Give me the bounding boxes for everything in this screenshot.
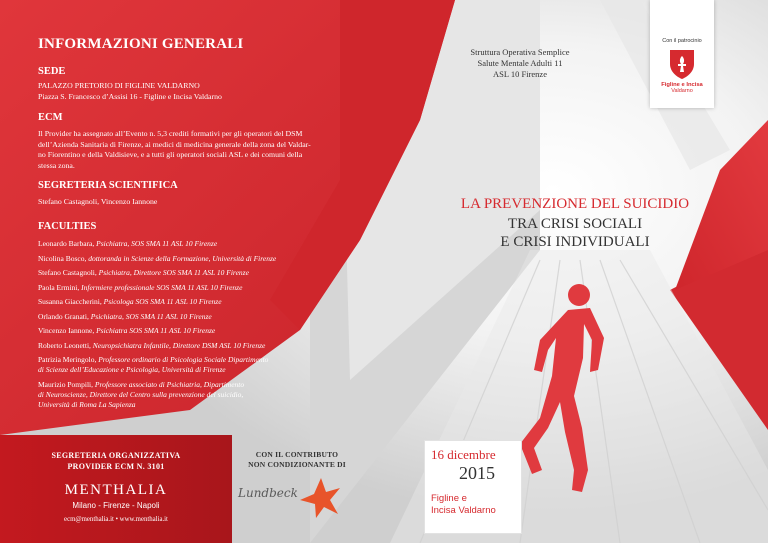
title-line-2: TRA CRISI SOCIALI: [507, 216, 643, 232]
patronage-name-1: Figline e Incisa: [661, 82, 703, 88]
faculty-item: Susanna Giaccherini, Psicologa SOS SMA 11 ASL 10 Firenze: [38, 297, 222, 306]
segreteria-scientifica-text: Stefano Castagnoli, Vincenzo Iannone: [38, 197, 158, 206]
faculty-item: Paola Ermini, Infermiere professionale SOS SMA 11 ASL 10 Firenze: [38, 282, 243, 292]
title-line-3: E CRISI INDIVIDUALI: [500, 234, 650, 250]
segreteria-scientifica-heading: SEGRETERIA SCIENTIFICA: [38, 180, 178, 191]
org-heading-1: SEGRETERIA ORGANIZZATIVA: [51, 451, 181, 460]
faculties-list: [38, 239, 338, 410]
sede-line-2: Piazza S. Francesco d’Assisi 16 - Figline e Incisa Valdarno: [38, 91, 222, 101]
event-title: [440, 196, 710, 251]
ecm-heading: ECM: [38, 112, 63, 123]
org-heading-2: PROVIDER ECM N. 3101: [67, 462, 165, 471]
faculties-heading: FACULTIES: [38, 221, 97, 232]
menthalia-contacts: ecm@menthalia.it • www.menthalia.it: [64, 516, 168, 523]
date-year: 2015: [459, 463, 495, 483]
city-crest-icon: [667, 48, 697, 80]
segreteria-organizzativa: [0, 450, 232, 523]
faculty-item: Vincenzo Iannone, Psichiatra SOS SMA 11 ASL 10 Firenze: [38, 326, 216, 335]
date-box: [424, 440, 522, 534]
faculty-item: Roberto Leonetti, Neuropsichiatra Infantile, Direttore DSM ASL 10 Firenze: [38, 340, 266, 350]
ecm-line-4: stessa zona.: [38, 160, 75, 170]
ecm-line-3: no Fiorentino e della Valdisieve, e a tutti gli operatori sociali ASL e dei comuni della: [38, 150, 303, 159]
patronage-label: Con il patrocinio: [662, 38, 702, 44]
title-line-1: LA PREVENZIONE DEL SUICIDIO: [460, 196, 690, 212]
faculty-item: Orlando Granati, Psichiatra, SOS SMA 11 ASL 10 Firenze: [38, 311, 212, 321]
patronage-badge: [650, 0, 714, 108]
patronage-name-2: Valdarno: [671, 88, 693, 94]
faculty-item: Patrizia Meringolo, Professore ordinario di Psicologia Sociale Dipartimento di Scienze dell’Educazione e Psicologia, Università di Firenze: [38, 355, 269, 374]
faculty-item: Nicolina Bosco, dottoranda in Scienze della Formazione, Università di Firenze: [38, 253, 277, 263]
sede-text: [38, 81, 338, 102]
date-day: 16 dicembre: [431, 447, 496, 462]
faculty-item: Leonardo Barbara, Psichiatra, SOS SMA 11 ASL 10 Firenze: [38, 239, 218, 248]
ecm-text: [38, 129, 358, 171]
faculty-item: Stefano Castagnoli, Psichiatra, Direttore SOS SMA 11 ASL 10 Firenze: [38, 268, 249, 277]
structure-info: Struttura Operativa Semplice Salute Mentale Adulti 11 ASL 10 Firenze: [470, 47, 570, 79]
info-title: INFORMAZIONI GENERALI: [38, 36, 244, 52]
ecm-line-2: dell’Azienda Sanitaria di Firenze, ai medici di medicina generale della zona del Valdar-: [38, 139, 311, 149]
menthalia-cities: Milano - Firenze - Napoli: [72, 501, 160, 510]
lundbeck-logo: Lundbeck: [238, 486, 298, 500]
menthalia-logo: MENTHALIA: [64, 482, 168, 498]
sede-line-1: PALAZZO PRETORIO DI FIGLINE VALDARNO: [38, 81, 200, 90]
contribution-label: CON IL CONTRIBUTO NON CONDIZIONANTE DI: [248, 450, 346, 469]
ecm-line-1: Il Provider ha assegnato all’Evento n. 5,3 crediti formativi per gli operatori del DSM: [38, 129, 303, 138]
sede-heading: SEDE: [38, 66, 66, 77]
event-place: Figline e Incisa Valdarno: [431, 493, 496, 516]
faculty-item: Maurizio Pompili, Professore associato di Psichiatria, Dipartimento di Neuroscienze, Direttore del Centro sulla prevenzione del suicidio, Università di Roma La Sapienza: [38, 379, 245, 409]
